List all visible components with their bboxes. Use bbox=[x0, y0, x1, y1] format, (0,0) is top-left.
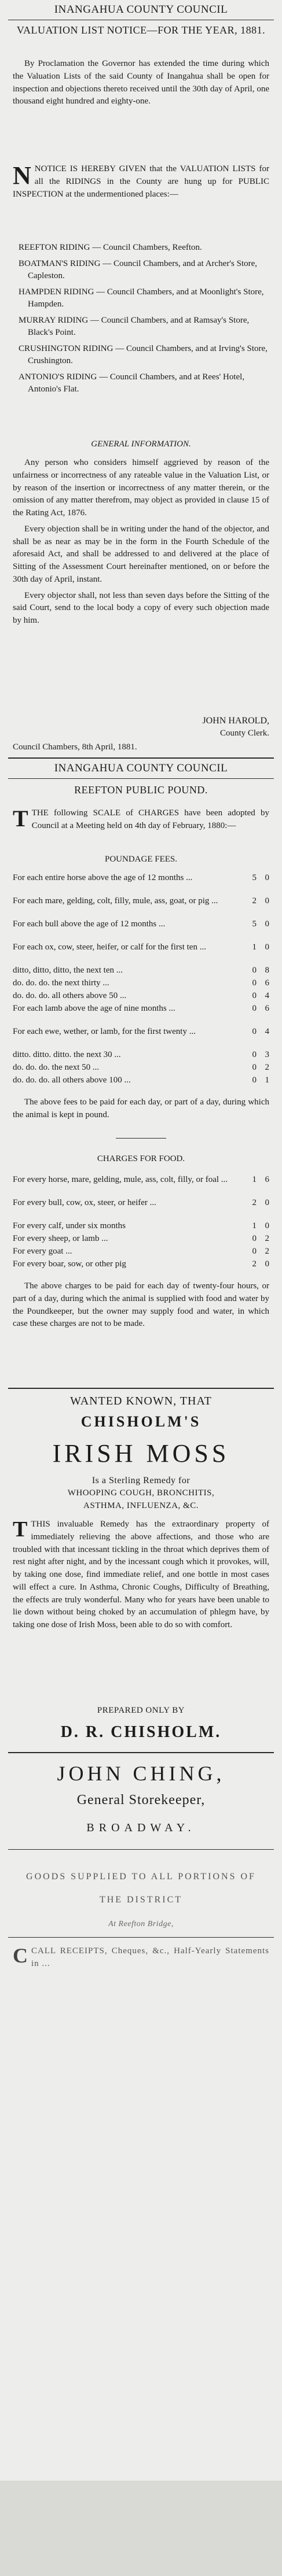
moss-tagline-3: ASTHMA, INFLUENZA, &C. bbox=[83, 1501, 199, 1510]
pound-intro-block bbox=[13, 807, 269, 833]
poundage-fees-table bbox=[13, 872, 269, 1087]
fee-amount: 8 bbox=[265, 966, 269, 975]
fee-description: For every goat ... bbox=[13, 1247, 72, 1256]
fee-description: For every bull, cow, ox, steer, or heifer ... bbox=[13, 1198, 156, 1207]
ridings-list bbox=[13, 242, 269, 400]
fee-row bbox=[13, 1062, 269, 1074]
food-note-block bbox=[13, 1280, 269, 1330]
call-receipts-block bbox=[13, 1945, 269, 1971]
divider bbox=[8, 1752, 274, 1753]
fee-amount: 1 bbox=[252, 943, 257, 952]
fee-description: do. do. do. the next thirty ... bbox=[13, 978, 109, 988]
fee-description: do. do. do. all others above 50 ... bbox=[13, 991, 127, 1000]
fee-amount: 0 bbox=[265, 943, 269, 952]
divider bbox=[8, 778, 274, 779]
divider bbox=[8, 1388, 274, 1389]
drop-cap: C bbox=[13, 1944, 28, 1967]
food-row bbox=[13, 1258, 269, 1271]
fee-row bbox=[13, 1003, 269, 1026]
food-row bbox=[13, 1220, 269, 1233]
food-charges-table bbox=[13, 1174, 269, 1271]
fee-row bbox=[13, 990, 269, 1003]
valuation-dateline: Council Chambers, 8th April, 1881. bbox=[13, 742, 137, 752]
ching-name: JOHN CHING, bbox=[57, 1762, 225, 1785]
fee-amount: 2 bbox=[265, 1063, 269, 1072]
fee-amount: 0 bbox=[265, 896, 269, 906]
fee-description: For each ewe, wether, or lamb, for the first twenty ... bbox=[13, 1027, 196, 1036]
fee-row bbox=[13, 1074, 269, 1087]
fee-amount: 4 bbox=[265, 991, 269, 1000]
ching-goods: GOODS SUPPLIED TO ALL PORTIONS OF THE DISTRICT bbox=[26, 1872, 256, 1905]
food-note: The above charges to be paid for each day of twenty-four hours, or part of a day, during which the animal is supplied with food and water by the Poundkeeper, but the owner may supply food and water, in which case these charges are not to be made. bbox=[13, 1281, 269, 1329]
fee-amount: 0 bbox=[252, 1027, 257, 1036]
page-bottom-shadow bbox=[0, 2481, 282, 2576]
ching-role: General Storekeeper, bbox=[76, 1793, 206, 1808]
fee-row bbox=[13, 895, 269, 918]
pound-title: REEFTON PUBLIC POUND. bbox=[74, 784, 208, 796]
fee-amount: 0 bbox=[252, 966, 257, 975]
fee-row bbox=[13, 941, 269, 964]
fee-row bbox=[13, 872, 269, 895]
fee-description: For every calf, under six months bbox=[13, 1221, 126, 1230]
fee-amount: 0 bbox=[265, 1259, 269, 1269]
general-information-heading: GENERAL INFORMATION. bbox=[91, 439, 191, 449]
fee-amount: 0 bbox=[252, 1063, 257, 1072]
moss-wanted: WANTED KNOWN, THAT bbox=[70, 1395, 212, 1407]
fee-amount: 6 bbox=[265, 1004, 269, 1013]
fee-row bbox=[13, 964, 269, 977]
short-divider bbox=[116, 1138, 166, 1139]
drop-cap: N bbox=[13, 161, 31, 190]
fee-amount: 2 bbox=[265, 1234, 269, 1243]
ching-branch: At Reefton Bridge, bbox=[108, 1920, 174, 1928]
call-receipts: CALL RECEIPTS, Cheques, &c., Half-Yearly Statements in ... bbox=[31, 1946, 269, 1968]
fee-amount: 0 bbox=[252, 1004, 257, 1013]
moss-body bbox=[13, 1518, 269, 1632]
moss-tagline-1: Is a Sterling Remedy for bbox=[91, 1476, 191, 1485]
signer-title: County Clerk. bbox=[220, 729, 269, 738]
fee-description: For each bull above the age of 12 months ... bbox=[13, 919, 166, 929]
food-row bbox=[13, 1197, 269, 1220]
moss-prepared: PREPARED ONLY BY bbox=[97, 1706, 185, 1715]
fee-amount: 1 bbox=[252, 1175, 257, 1184]
valuation-title: VALUATION LIST NOTICE—FOR THE YEAR, 1881. bbox=[16, 24, 266, 36]
fee-amount: 0 bbox=[252, 978, 257, 988]
fee-amount: 0 bbox=[252, 1247, 257, 1256]
fees-note: The above fees to be paid for each day, or part of a day, during which the animal is kept in pound. bbox=[13, 1097, 269, 1119]
fee-description: For every boar, sow, or other pig bbox=[13, 1259, 126, 1269]
fee-amount: 0 bbox=[265, 1198, 269, 1207]
riding-boatmans: BOATMAN'S RIDING — Council Chambers, and at Archer's Store, Capleston. bbox=[19, 259, 258, 280]
riding-reefton: REEFTON RIDING — Council Chambers, Reefton. bbox=[19, 243, 202, 252]
gi-paragraph-1: Any person who considers himself aggrieved by reason of the unfairness or incorrectness of any rateable value in the Valuation List, or by reason of the insertion or incorrectness of any matter therein, or the omission of any matter therefrom, may object as provided in clause 15 of the Rating Act, 1876. bbox=[13, 458, 269, 518]
fee-amount: 4 bbox=[265, 1027, 269, 1036]
fee-amount: 1 bbox=[265, 1076, 269, 1085]
fee-amount: 2 bbox=[252, 1259, 257, 1269]
fee-description: For each mare, gelding, colt, filly, mule, ass, goat, or pig ... bbox=[13, 896, 218, 906]
moss-paragraph: THIS invaluable Remedy has the extraordinary property of immediately relieving the above affections, and those who are troubled with that incessant tickling in the throat which deprives them of rest night after night, and by the incessant cough which it provokes, will, by taking one dose, find immediate relief, and one bottle in most cases will effect a cure. In Asthma, Chronic Coughs, Difficulty of Breathing, the effects are truly wonderful. Many who for years have been unable to lie down without being choked by an accumulation of phlegm have, by taking one dose of Irish Moss, been able to do so with comfort. bbox=[13, 1520, 269, 1629]
pound-header: INANGAHUA COUNTY COUNCIL bbox=[54, 762, 228, 774]
divider bbox=[8, 1849, 274, 1850]
moss-brand: CHISHOLM'S bbox=[80, 1413, 202, 1430]
fee-amount: 2 bbox=[252, 896, 257, 906]
valuation-notice-text: NOTICE IS HEREBY GIVEN that the VALUATION LISTS for all the RIDINGS in the County are hung up for PUBLIC INSPECTION at the undermentioned places:— bbox=[13, 164, 269, 199]
pound-intro: THE following SCALE of CHARGES have been adopted by Council at a Meeting held on 4th day of February, 1880:— bbox=[31, 808, 269, 830]
fee-description: For every sheep, or lamb ... bbox=[13, 1234, 108, 1243]
fee-amount: 2 bbox=[252, 1198, 257, 1207]
fee-amount: 5 bbox=[252, 919, 257, 929]
fee-amount: 6 bbox=[265, 978, 269, 988]
riding-crushington: CRUSHINGTON RIDING — Council Chambers, and at Irving's Store, Crushington. bbox=[19, 344, 268, 365]
fee-description: do. do. do. all others above 100 ... bbox=[13, 1076, 131, 1085]
ching-street: BROADWAY. bbox=[86, 1821, 196, 1834]
fee-amount: 3 bbox=[265, 1050, 269, 1059]
fee-amount: 2 bbox=[265, 1247, 269, 1256]
riding-murray: MURRAY RIDING — Council Chambers, and at Ramsay's Store, Black's Point. bbox=[19, 316, 250, 337]
valuation-notice bbox=[13, 163, 269, 201]
fee-description: For each lamb above the age of nine months ... bbox=[13, 1004, 175, 1013]
poundage-fees-heading: POUNDAGE FEES. bbox=[104, 855, 177, 864]
fee-description: ditto, ditto, ditto, the next ten ... bbox=[13, 966, 123, 975]
fee-description: do. do. do. the next 50 ... bbox=[13, 1063, 100, 1072]
moss-tagline-2: WHOOPING COUGH, BRONCHITIS, bbox=[67, 1488, 215, 1498]
fee-amount: 0 bbox=[252, 1050, 257, 1059]
general-information bbox=[13, 457, 269, 627]
fee-amount: 5 bbox=[252, 873, 257, 882]
gi-paragraph-2: Every objection shall be in writing under the hand of the objector, and shall be as near as may be in the form in the Fourth Schedule of the aforesaid Act, and shall be addressed to and delivered at the place of Sitting of the Assessment Court hereinafter mentioned, on or before the 30th day of April, instant. bbox=[13, 524, 269, 584]
fee-amount: 0 bbox=[252, 1234, 257, 1243]
valuation-intro: By Proclamation the Governor has extended the time during which the Valuation Lists of the said County of Inangahua shall be open for inspection and objections thereto received until the 30th day of April, one thousand eight hundred and eighty-one. bbox=[13, 59, 269, 106]
fee-amount: 0 bbox=[265, 873, 269, 882]
fee-amount: 0 bbox=[265, 1221, 269, 1230]
divider bbox=[8, 1937, 274, 1938]
food-row bbox=[13, 1246, 269, 1258]
food-row bbox=[13, 1233, 269, 1246]
fee-row bbox=[13, 1026, 269, 1049]
divider bbox=[8, 757, 274, 759]
fee-description: For each ox, cow, steer, heifer, or calf for the first ten ... bbox=[13, 943, 206, 952]
fee-description: ditto. ditto. ditto. the next 30 ... bbox=[13, 1050, 121, 1059]
fee-description: For every horse, mare, gelding, mule, ass, colt, filly, or foal ... bbox=[13, 1175, 228, 1184]
moss-chemist: D. R. CHISHOLM. bbox=[60, 1723, 222, 1741]
moss-product: IRISH MOSS bbox=[52, 1439, 230, 1468]
fee-amount: 1 bbox=[252, 1221, 257, 1230]
riding-antonios: ANTONIO'S RIDING — Council Chambers, and at Rees' Hotel, Antonio's Flat. bbox=[19, 372, 245, 394]
riding-hampden: HAMPDEN RIDING — Council Chambers, and at Moonlight's Store, Hampden. bbox=[19, 287, 264, 309]
gi-paragraph-3: Every objector shall, not less than seven days before the Sitting of the said Court, send to the local body a copy of every such objection made by him. bbox=[13, 590, 269, 625]
food-charges-heading: CHARGES FOR FOOD. bbox=[97, 1154, 185, 1163]
fee-amount: 0 bbox=[252, 1076, 257, 1085]
food-row bbox=[13, 1174, 269, 1197]
fee-amount: 6 bbox=[265, 1175, 269, 1184]
fee-amount: 0 bbox=[252, 991, 257, 1000]
fee-description: For each entire horse above the age of 12 months ... bbox=[13, 873, 193, 882]
drop-cap: T bbox=[13, 1517, 28, 1542]
valuation-body bbox=[13, 58, 269, 108]
fee-row bbox=[13, 918, 269, 941]
valuation-header: INANGAHUA COUNTY COUNCIL bbox=[54, 3, 228, 16]
fees-note-block bbox=[13, 1096, 269, 1122]
fee-amount: 0 bbox=[265, 919, 269, 929]
fee-row bbox=[13, 977, 269, 990]
drop-cap: T bbox=[13, 805, 28, 831]
signer-name: JOHN HAROLD, bbox=[202, 716, 269, 726]
fee-row bbox=[13, 1049, 269, 1062]
